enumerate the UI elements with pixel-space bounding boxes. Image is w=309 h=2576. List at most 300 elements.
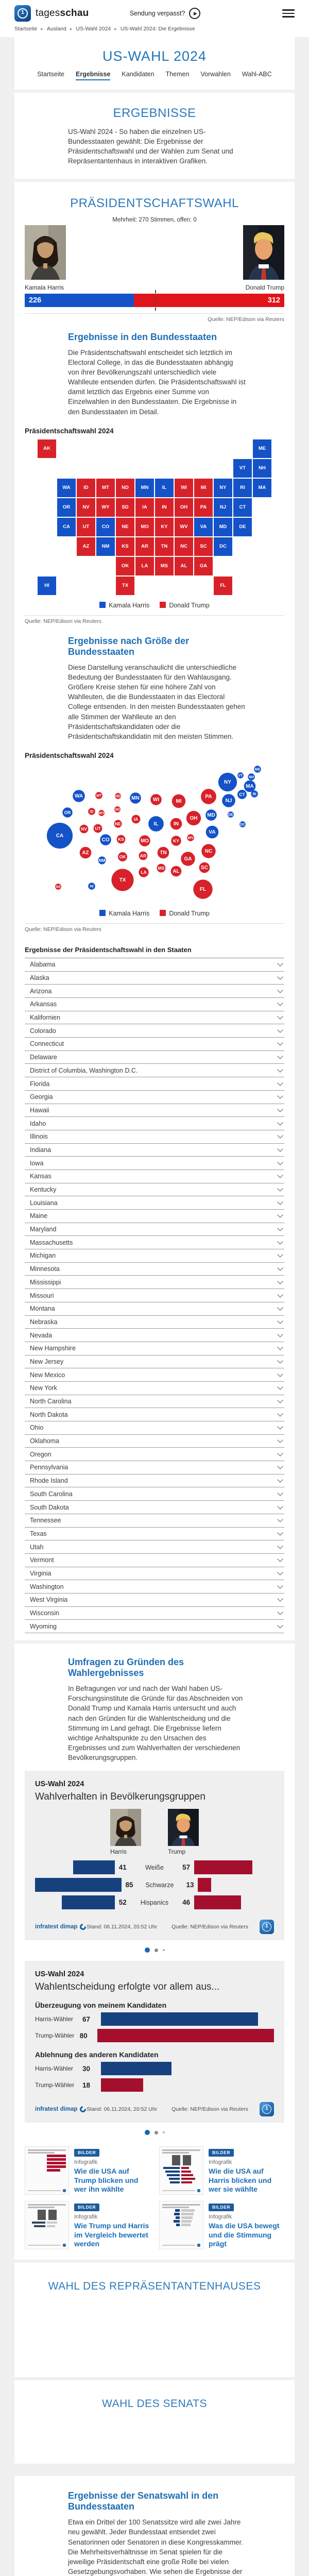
cartogram-svg [25, 761, 284, 906]
teaser-text [74, 2146, 150, 2195]
state-accordion-row[interactable] [25, 1580, 284, 1594]
map-state-NM[interactable]: NM [96, 537, 115, 556]
state-name: Pennsylvania [30, 1464, 68, 1471]
state-name: Wyoming [30, 1622, 57, 1630]
teaser-grid [25, 2146, 284, 2249]
map-state-CT[interactable]: CT [233, 498, 252, 517]
trump-value: 13 [186, 1881, 194, 1889]
chart2-footer [35, 2100, 274, 2116]
map-state-KS[interactable]: KS [115, 537, 135, 556]
state-accordion-row[interactable] [25, 1276, 284, 1289]
teaser-card[interactable] [159, 2146, 284, 2195]
state-name: Washington [30, 1583, 64, 1590]
map-state-TX[interactable]: TX [115, 576, 135, 596]
chevron-down-icon [277, 1027, 283, 1032]
map-state-SC[interactable]: SC [194, 537, 213, 556]
bubble-label-WY: WY [98, 811, 105, 816]
category-label: Schwarze [145, 1881, 174, 1889]
tagesschau-logo[interactable] [14, 5, 89, 22]
brand-text: tagesschau [36, 8, 89, 19]
state-name: Missouri [30, 1292, 54, 1299]
teaser-thumbnail [25, 2146, 69, 2195]
state-accordion-row[interactable] [25, 1540, 284, 1554]
bubble-label-MI: MI [176, 799, 182, 805]
title-card [14, 37, 295, 90]
tab-vorwahlen[interactable]: Vorwahlen [200, 71, 231, 78]
state-name: North Dakota [30, 1411, 68, 1418]
map-state-NH[interactable]: NH [252, 459, 272, 478]
state-accordion-row[interactable] [25, 1528, 284, 1541]
bubble-label-MD: MD [207, 812, 215, 819]
sendung-verpasst-label: Sendung verpasst? [129, 10, 185, 17]
state-name: West Virginia [30, 1596, 68, 1604]
chevron-down-icon [277, 1292, 283, 1297]
decision-groups [35, 2001, 274, 2092]
state-accordion-row[interactable] [25, 1408, 284, 1421]
sendung-verpasst-link[interactable] [130, 8, 201, 19]
state-name: Nebraska [30, 1318, 58, 1326]
state-accordion-row[interactable] [25, 1183, 284, 1197]
bubble-label-LA: LA [141, 870, 147, 875]
map-state-OR[interactable]: OR [57, 498, 76, 517]
state-name: Virginia [30, 1569, 52, 1577]
state-name: Massachusetts [30, 1239, 73, 1246]
chart1-col-left: Harris [110, 1848, 127, 1856]
map-state-NC[interactable]: NC [174, 537, 194, 556]
state-accordion-row[interactable] [25, 1263, 284, 1276]
house-card [14, 2263, 295, 2377]
state-accordion-row[interactable] [25, 1487, 284, 1501]
state-accordion-row[interactable] [25, 1117, 284, 1130]
tagesschau-logo-icon: 1 [14, 5, 31, 22]
bubble-label-NH: NH [248, 775, 254, 779]
chevron-down-icon [277, 1080, 283, 1086]
carousel-dot-2[interactable] [154, 1948, 158, 1952]
chevron-down-icon [277, 1543, 283, 1549]
harris-bar [62, 1895, 115, 1909]
state-name: Kalifornien [30, 1014, 61, 1022]
state-accordion-row[interactable] [25, 1064, 284, 1077]
state-name: Wisconsin [30, 1609, 59, 1617]
chevron-down-icon [277, 1066, 283, 1072]
tab-ergebnisse[interactable]: Ergebnisse [76, 71, 110, 80]
bubble-label-SC: SC [201, 865, 208, 871]
state-accordion-row[interactable] [25, 1011, 284, 1025]
bubble-label-VA: VA [209, 829, 216, 836]
teaser-text [209, 2146, 284, 2195]
map-state-WA[interactable]: WA [57, 478, 76, 498]
voter-group-bar [97, 2029, 274, 2042]
demographics-row [35, 1878, 274, 1892]
map-state-KY[interactable]: KY [154, 517, 174, 537]
carousel-dot-3[interactable] [163, 2131, 165, 2133]
map-state-TN[interactable]: TN [154, 537, 174, 556]
chart1-col-right: Trump [168, 1848, 186, 1856]
chart1-harris-photo [110, 1809, 141, 1846]
map-state-MO[interactable]: MO [135, 517, 154, 537]
bubble-label-WV: WV [187, 836, 194, 840]
map-state-ID[interactable]: ID [76, 478, 96, 498]
state-accordion-row[interactable] [25, 985, 284, 998]
breadcrumb-item[interactable]: Startseite [14, 26, 38, 32]
chevron-down-icon [277, 1490, 283, 1496]
bubble-label-ID: ID [90, 810, 94, 814]
voter-group-value: 18 [82, 2081, 91, 2089]
chevron-down-icon [277, 1464, 283, 1469]
bubble-label-DE: DE [228, 813, 233, 817]
chevron-down-icon [277, 1013, 283, 1019]
chevron-down-icon [277, 1093, 283, 1099]
chevron-down-icon [277, 987, 283, 993]
state-name: District of Columbia, Washington D.C. [30, 1066, 138, 1074]
map-state-NJ[interactable]: NJ [213, 498, 233, 517]
state-accordion-row[interactable] [25, 1157, 284, 1170]
bubble-label-MA: MA [246, 784, 254, 790]
chart1-trump-photo [168, 1809, 199, 1846]
teaser-card[interactable] [159, 2201, 284, 2249]
state-name: Kentucky [30, 1186, 57, 1193]
voter-group-label: Trump-Wähler [35, 2081, 75, 2089]
chevron-down-icon [277, 974, 283, 979]
map-state-MS[interactable]: MS [154, 556, 174, 576]
bubble-label-KY: KY [173, 838, 179, 844]
state-accordion-row[interactable] [25, 1249, 284, 1263]
play-icon[interactable]: ▶ [189, 8, 200, 19]
state-accordion-row[interactable] [25, 1091, 284, 1104]
state-accordion-row[interactable] [25, 1395, 284, 1409]
trump-value: 46 [182, 1899, 191, 1907]
harris-value: 41 [118, 1863, 127, 1872]
state-name: Oklahoma [30, 1437, 59, 1445]
map-state-DC[interactable]: DC [213, 537, 233, 556]
state-accordion-row[interactable] [25, 1196, 284, 1210]
chevron-down-icon [277, 1437, 283, 1443]
state-name: Vermont [30, 1556, 54, 1564]
map-state-GA[interactable]: GA [194, 556, 213, 576]
map-state-ME[interactable]: ME [252, 439, 272, 459]
state-accordion-row[interactable] [25, 1170, 284, 1183]
praesidentschaftswahl-title: PRÄSIDENTSCHAFTSWAHL [70, 196, 239, 210]
state-name: Iowa [30, 1159, 44, 1167]
state-accordion-row[interactable] [25, 1448, 284, 1461]
state-accordion-row[interactable] [25, 1077, 284, 1091]
chevron-down-icon [277, 1252, 283, 1258]
state-accordion-row[interactable] [25, 1289, 284, 1302]
teaser-title[interactable]: Wie die USA auf Harris blicken und wer sie wählte [209, 2167, 272, 2194]
voter-group-value: 67 [82, 2015, 91, 2023]
state-accordion-row[interactable] [25, 1104, 284, 1117]
demographics-row [35, 1895, 274, 1909]
map-state-VT[interactable]: VT [233, 459, 252, 478]
harris-value: 85 [125, 1881, 133, 1889]
map-state-WV[interactable]: WV [174, 517, 194, 537]
map-state-HI[interactable]: HI [37, 576, 57, 596]
trump-bar-zone [194, 1860, 274, 1874]
teaser-title[interactable]: Wie die USA auf Trump blicken und wer ihn wählte [74, 2167, 139, 2194]
bubble-label-NE: NE [115, 821, 121, 827]
bubble-label-NY: NY [224, 779, 231, 786]
cartogram-legend: Kamala Harris Donald Trump [25, 910, 284, 917]
bubble-label-CO: CO [101, 837, 110, 843]
bubble-label-TN: TN [160, 850, 167, 856]
map-state-NY[interactable]: NY [213, 478, 233, 498]
bubble-label-MS: MS [158, 866, 165, 871]
chevron-down-icon [277, 1371, 283, 1377]
teaser-card[interactable] [25, 2201, 150, 2249]
map-state-WY[interactable]: WY [96, 498, 115, 517]
infratest-dimap-logo-2: infratest dimap [35, 2106, 86, 2112]
map-state-MI[interactable]: MI [194, 478, 213, 498]
state-accordion-row[interactable] [25, 1130, 284, 1144]
state-accordion-row[interactable] [25, 1567, 284, 1581]
state-accordion-row[interactable] [25, 1501, 284, 1514]
teaser-text [74, 2201, 150, 2249]
map-state-MT[interactable]: MT [96, 478, 115, 498]
map-state-CO[interactable]: CO [96, 517, 115, 537]
map-state-IN[interactable]: IN [154, 498, 174, 517]
state-name: Mississippi [30, 1278, 61, 1286]
voter-group-value: 80 [79, 2031, 88, 2040]
voter-group-bar [101, 2078, 143, 2092]
teaser-kicker: Infografik [74, 2159, 98, 2166]
chevron-down-icon [277, 1318, 283, 1324]
map-state-MD[interactable]: MD [213, 517, 233, 537]
trump-bar-segment: 312 [134, 294, 284, 307]
chart1-footer [35, 1918, 274, 1934]
state-name: Tennessee [30, 1517, 61, 1524]
map-state-OK[interactable]: OK [115, 556, 135, 576]
bilder-badge: BILDER [74, 2149, 99, 2157]
chevron-down-icon [277, 1212, 283, 1218]
chevron-down-icon [277, 1397, 283, 1403]
demographics-chart-card [25, 1771, 284, 1940]
chevron-down-icon [277, 1120, 283, 1125]
chevron-down-icon [277, 1596, 283, 1602]
trump-bar [194, 1895, 241, 1909]
states-list [25, 958, 284, 1633]
chevron-down-icon [277, 1331, 283, 1337]
breadcrumb-item[interactable]: Ausland [46, 26, 66, 32]
map-state-VA[interactable]: VA [194, 517, 213, 537]
chevron-down-icon [277, 1556, 283, 1562]
state-accordion-row[interactable] [25, 1329, 284, 1342]
chevron-down-icon [277, 1106, 283, 1112]
map-state-NE[interactable]: NE [115, 517, 135, 537]
breadcrumb-item[interactable]: US-Wahl 2024: Die Ergebnisse [120, 26, 195, 32]
state-accordion-row[interactable] [25, 1368, 284, 1382]
trump-name: Donald Trump [245, 283, 284, 291]
state-accordion-row[interactable] [25, 1355, 284, 1369]
state-map [25, 437, 284, 598]
chart1-title: Wahlverhalten in Bevölkerungsgruppen [35, 1791, 205, 1803]
map-state-AR[interactable]: AR [135, 537, 154, 556]
breadcrumb-item[interactable]: US-Wahl 2024 [76, 26, 111, 32]
bubble-label-CA: CA [56, 833, 64, 839]
state-accordion-row[interactable] [25, 1223, 284, 1236]
voter-group-label: Harris-Wähler [35, 2065, 74, 2073]
map-state-RI[interactable]: RI [233, 478, 252, 498]
senate-results-card [14, 2476, 295, 2576]
map-state-AL[interactable]: AL [174, 556, 194, 576]
bubble-label-TX: TX [119, 877, 126, 884]
senate-results-text: Etwa ein Drittel der 100 Senatssitze wird alle zwei Jahre neu gewählt. Jeder Bundesstaat entsendet zwei Senatorinnen oder Senatoren in diese Kongresskammer. Die Mehrheitsverhältnisse im Senat spielen für die jeweilige Präsidentschaft eine große Rolle bei vielen Gesetzgebungsvorhaben. Wie sehen die Ergebnisse der [68, 2518, 243, 2576]
bubble-label-OR: OR [64, 810, 71, 816]
state-accordion-row[interactable] [25, 1236, 284, 1249]
teaser-card[interactable] [25, 2146, 150, 2195]
state-name: Delaware [30, 1054, 57, 1061]
state-accordion-row[interactable] [25, 1316, 284, 1329]
map-state-MA[interactable]: MA [252, 478, 272, 498]
map-state-IL[interactable]: IL [154, 478, 174, 498]
carousel-dot-1[interactable] [145, 1947, 150, 1953]
bubble-label-AR: AR [140, 853, 147, 859]
bubble-label-UT: UT [95, 826, 101, 832]
map-state-LA[interactable]: LA [135, 556, 154, 576]
map-chart-label: Präsidentschaftswahl 2024 [25, 427, 114, 435]
senate-title: WAHL DES SENATS [102, 2398, 207, 2410]
tab-kandidaten[interactable]: Kandidaten [122, 71, 154, 78]
state-accordion-row[interactable] [25, 1461, 284, 1475]
bubble-label-WA: WA [74, 793, 83, 800]
state-accordion-row[interactable] [25, 1421, 284, 1435]
harris-name: Kamala Harris [25, 283, 64, 291]
chevron-down-icon [277, 1424, 283, 1430]
state-name: Florida [30, 1080, 50, 1088]
chevron-down-icon [277, 1384, 283, 1390]
state-accordion-row[interactable] [25, 1038, 284, 1051]
teaser-thumbnail [25, 2201, 69, 2249]
demographics-rows [35, 1860, 274, 1909]
map-state-NV[interactable]: NV [76, 498, 96, 517]
carousel-dots-1 [25, 1947, 284, 1953]
infratest-dimap-logo: infratest dimap [35, 1924, 86, 1930]
map-state-ND[interactable]: ND [115, 478, 135, 498]
chevron-down-icon [277, 1001, 283, 1006]
map-state-WI[interactable]: WI [174, 478, 194, 498]
map-state-CA[interactable]: CA [57, 517, 76, 537]
state-accordion-row[interactable] [25, 1210, 284, 1223]
teaser-title[interactable]: Wie Trump und Harris im Vergleich bewertet werden [74, 2222, 149, 2248]
teaser-title[interactable]: Was die USA bewegt und die Stimmung prägt [209, 2222, 280, 2248]
electoral-duel-chart [25, 217, 284, 327]
chevron-down-icon [277, 1530, 283, 1535]
state-name: Hawaii [30, 1106, 49, 1114]
harris-bar [35, 1878, 122, 1892]
menu-icon[interactable] [282, 9, 295, 18]
state-accordion-row[interactable] [25, 972, 284, 985]
voter-group-label: Trump-Wähler [35, 2032, 75, 2040]
map-legend: Kamala Harris Donald Trump [25, 602, 284, 609]
chart2-source: Quelle: NEP/Edison via Reuters [171, 2106, 248, 2113]
chevron-down-icon [277, 1609, 283, 1615]
map-state-DE[interactable]: DE [233, 517, 252, 537]
state-accordion-row[interactable] [25, 998, 284, 1011]
harris-bar-zone [35, 1860, 115, 1874]
state-accordion-row[interactable] [25, 1435, 284, 1448]
bubble-label-MN: MN [131, 795, 140, 802]
map-state-IA[interactable]: IA [135, 498, 154, 517]
state-accordion-row[interactable] [25, 1607, 284, 1620]
bubble-label-IL: IL [153, 821, 159, 827]
chart2-stand: Stand: 06.11.2024, 20:52 Uhr [87, 2106, 158, 2113]
states-section-heading[interactable]: Ergebnisse in den Bundesstaaten [68, 331, 217, 342]
bubble-label-WI: WI [152, 797, 160, 803]
state-accordion-row[interactable] [25, 1051, 284, 1064]
map-state-PA[interactable]: PA [194, 498, 213, 517]
tab-themen[interactable]: Themen [165, 71, 190, 78]
map-state-UT[interactable]: UT [76, 517, 96, 537]
size-section-heading[interactable]: Ergebnisse nach Größe der Bundesstaaten [68, 635, 190, 657]
decision-chart-card [25, 1961, 284, 2123]
map-state-AZ[interactable]: AZ [76, 537, 96, 556]
state-name: Oregon [30, 1450, 52, 1458]
bubble-label-SD: SD [115, 808, 120, 812]
state-accordion-row[interactable] [25, 1554, 284, 1567]
decision-row [35, 2029, 274, 2042]
state-name: Arizona [30, 987, 52, 995]
surveys-heading[interactable]: Umfragen zu Gründen des Wahlergebnisses [68, 1657, 184, 1679]
state-name: Minnesota [30, 1265, 60, 1273]
map-state-OH[interactable]: OH [174, 498, 194, 517]
state-accordion-row[interactable] [25, 1594, 284, 1607]
duel-source: Quelle: NEP/Edison via Reuters [208, 316, 284, 323]
state-accordion-row[interactable] [25, 1302, 284, 1316]
decision-row [35, 2078, 274, 2092]
state-accordion-row[interactable] [25, 1514, 284, 1528]
chevron-down-icon [277, 1477, 283, 1482]
state-accordion-row[interactable] [25, 1024, 284, 1038]
map-state-AK[interactable]: AK [37, 439, 57, 459]
state-accordion-row[interactable] [25, 1342, 284, 1355]
chevron-down-icon [277, 1133, 283, 1139]
map-state-MN[interactable]: MN [135, 478, 154, 498]
carousel-dots-2 [25, 2130, 284, 2135]
tab-startseite[interactable]: Startseite [37, 71, 65, 78]
chevron-down-icon [277, 1199, 283, 1205]
bubble-label-DC: DC [239, 823, 246, 827]
state-name: Alaska [30, 974, 49, 981]
tab-wahlabc[interactable]: Wahl-ABC [242, 71, 272, 78]
state-name: Louisiana [30, 1199, 58, 1207]
map-source: Quelle: NEP/Edison via Reuters [25, 618, 101, 624]
state-accordion-row[interactable] [25, 958, 284, 972]
legend-trump-swatch [160, 602, 166, 608]
map-state-FL[interactable]: FL [213, 576, 233, 596]
harris-bar-zone [35, 1895, 115, 1909]
senate-results-heading[interactable]: Ergebnisse der Senatswahl in den Bundesstaaten [68, 2490, 219, 2512]
state-name: South Carolina [30, 1490, 73, 1498]
state-accordion-row[interactable] [25, 1382, 284, 1395]
state-name: Illinois [30, 1133, 48, 1141]
state-accordion-row[interactable] [25, 1475, 284, 1488]
bubble-label-NC: NC [204, 849, 213, 855]
majority-label: Mehrheit: 270 Stimmen, offen: 0 [112, 216, 197, 223]
chevron-down-icon [277, 1265, 283, 1270]
category-label: Hispanics [140, 1899, 169, 1906]
map-state-SD[interactable]: SD [115, 498, 135, 517]
carousel-dot-3[interactable] [163, 1949, 165, 1951]
voter-group-value: 30 [82, 2064, 91, 2073]
bubble-label-ME: ME [254, 768, 261, 772]
site-header [0, 0, 309, 37]
state-accordion-row[interactable] [25, 1620, 284, 1633]
surveys-card [14, 1643, 295, 2260]
voter-group-bar [101, 2062, 171, 2075]
carousel-dot-2[interactable] [154, 2131, 158, 2134]
carousel-dot-1[interactable] [145, 2130, 150, 2135]
state-accordion-row[interactable] [25, 1144, 284, 1157]
breadcrumb-separator: ▸ [70, 26, 73, 31]
